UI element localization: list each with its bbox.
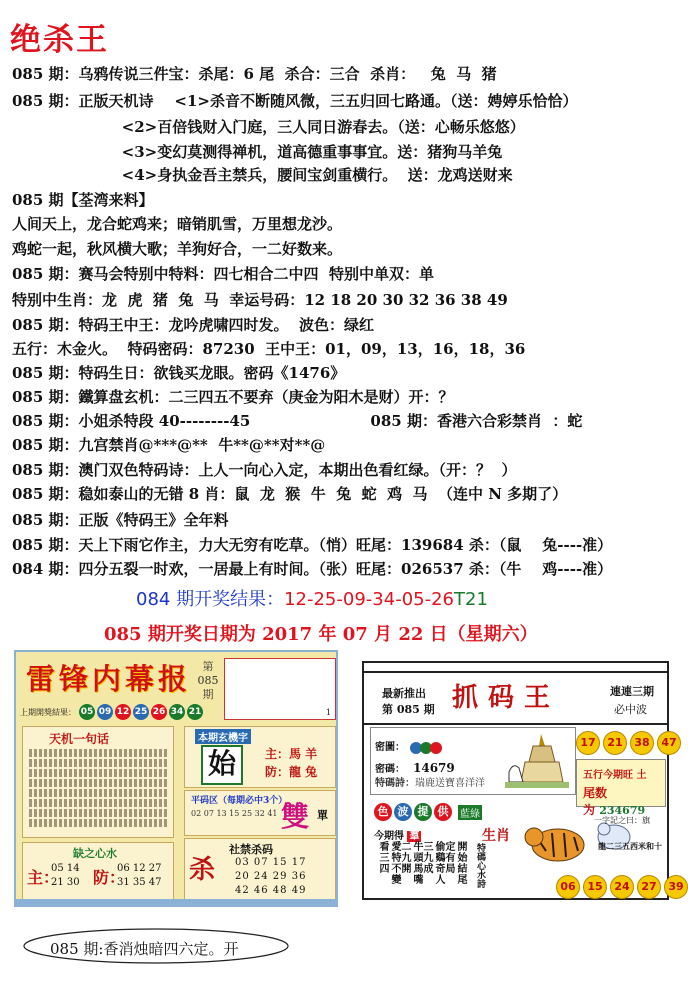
tianji-title: 天机一句话 xyxy=(49,732,110,746)
xinshui-fang: 防： xyxy=(93,868,126,887)
content-line: 085 期【荃湾来料】 xyxy=(12,191,154,209)
bizhong-label: 必中波 xyxy=(614,703,647,716)
zmw-ball: 47 xyxy=(657,731,681,755)
result-number: 26 xyxy=(431,589,455,610)
content-line: 五行：木金火。 特码密码：87230 王中王：01，09，13，16，18，36 xyxy=(12,340,526,358)
jinqi-row xyxy=(374,827,421,842)
result-numbers xyxy=(284,589,488,610)
xinshui-nums-2: 21 30 xyxy=(51,877,80,888)
mima-label: 密碼： xyxy=(375,764,405,775)
content-line: 085 期：赛马会特别中特料：四七相合二中四 特别中单双：单 xyxy=(12,265,434,283)
pingma-title: 平码区（每期必中3个） xyxy=(191,796,288,806)
xinshui-nums-4: 31 35 47 xyxy=(117,877,162,888)
content-line: 085 期：正版天机诗 <1>杀音不断随风微，三五归回七路通。（送：娉婷乐恰恰） xyxy=(12,92,578,110)
top-border xyxy=(364,671,667,673)
content-line: 084 期：四分五裂一时欢，一居最上有时间。（张）旺尾：026537 杀：（牛 鸡----准） xyxy=(12,560,613,578)
content-line: 085 期：小姐杀特段 40--------45 085 期：香港六合彩禁肖 ：蛇 xyxy=(12,412,583,430)
lei-feng-ball: 25 xyxy=(133,704,149,720)
zmw-ball: 24 xyxy=(610,875,634,899)
weishu-label: 尾数为 xyxy=(583,786,608,817)
yizi-label: 一字記之曰：旗 xyxy=(594,816,650,825)
wuxing-row xyxy=(583,766,646,781)
mitu-row xyxy=(375,738,442,756)
dan-char: 單 xyxy=(317,809,328,822)
jinqi-label: 今期得 xyxy=(374,831,404,842)
lei-feng-ball: 05 xyxy=(79,704,95,720)
shengxiao-label: 生肖 xyxy=(482,828,510,844)
jinqi-value: 羣 xyxy=(409,831,420,842)
shama-box xyxy=(184,838,336,904)
bubble-text: 085 期:香消烛暗四六定。开 xyxy=(50,940,239,958)
tiger-icon xyxy=(522,813,592,871)
lei-feng-ball: 12 xyxy=(115,704,131,720)
zmw-balls-top xyxy=(576,731,681,755)
lei-feng-footer xyxy=(16,899,336,905)
content-line: <2>百倍钱财入门庭，三人同日游春去。（送：心畅乐悠悠） xyxy=(12,118,525,136)
pingma-box xyxy=(184,790,336,836)
lei-feng-ball: 21 xyxy=(187,704,203,720)
content-line: 085 期：澳门双色特码诗：上人一向心入定，本期出色看红绿。（开：？ ） xyxy=(12,461,517,479)
xinshui-title: 缺之心水 xyxy=(73,847,117,860)
lei-feng-issue xyxy=(194,660,222,704)
tianji-rows xyxy=(29,749,167,829)
xinshui-nums-1: 05 14 xyxy=(51,863,80,874)
draw-date: 085 期开奖日期为 2017 年 07 月 22 日（星期六） xyxy=(104,624,538,645)
xuanji-zhu: 主：馬 羊 xyxy=(265,747,318,761)
zmw-ball: 06 xyxy=(556,875,580,899)
sebo-char: 供 xyxy=(434,803,452,821)
xuanji-title: 本期玄機字 xyxy=(195,729,251,744)
sha-char: 杀 xyxy=(189,855,216,885)
result-special: T21 xyxy=(454,589,488,610)
mima-box xyxy=(370,727,576,795)
result-label: 084 期开奖结果： xyxy=(136,589,285,610)
sebo-chars xyxy=(374,803,452,821)
series-label: 連連三期 xyxy=(610,685,654,698)
zmw-ball: 39 xyxy=(664,875,688,899)
content-line: 085 期：稳如泰山的无错 8 肖：鼠 龙 猴 牛 兔 蛇 鸡 马 （连中 N 多期了） xyxy=(12,485,568,503)
tema-shi-label: 特碼詩： xyxy=(375,778,415,789)
mitu-icon xyxy=(408,740,442,756)
content-line: 085 期：正版《特码王》全年料 xyxy=(12,511,229,529)
zmw-ball: 17 xyxy=(576,731,600,755)
xuanji-fang: 防：龍 兔 xyxy=(265,765,318,779)
shi-col-4: 開始結尾定有局 xyxy=(443,841,466,885)
issue-number: 085 xyxy=(197,674,219,687)
zmw-ball: 38 xyxy=(630,731,654,755)
zmw-title: 抓码王 xyxy=(452,683,561,713)
tema-shi-row xyxy=(375,774,485,789)
content-line: 人间天上，龙合蛇鸡来；暗销肌雪，万里想龙沙。 xyxy=(12,215,343,233)
issue-label: 第 xyxy=(202,660,214,673)
shama-row-2: 20 24 29 36 xyxy=(235,871,307,882)
zmw-ball: 27 xyxy=(637,875,661,899)
lei-feng-ball-row xyxy=(20,702,220,722)
wuxing-value: 土 xyxy=(636,770,647,781)
result-number: 05 xyxy=(401,589,425,610)
content-line: 085 期：特码王中王：龙吟虎啸四时发。 波色：绿红 xyxy=(12,316,374,334)
weishu-value: 234679 xyxy=(599,804,646,817)
last-draw-result xyxy=(136,585,488,611)
tianji-box xyxy=(22,726,174,838)
result-separator: - xyxy=(424,589,432,610)
white-box xyxy=(224,658,336,720)
wuxing-label: 五行今期旺 xyxy=(583,770,633,781)
content-line: 085 期：九宫禁肖@***@** 牛**@**对**@ xyxy=(12,436,326,454)
mima-row xyxy=(375,760,455,775)
lei-feng-ball: 09 xyxy=(97,704,113,720)
shuang-char: 雙 xyxy=(281,800,310,833)
result-separator: - xyxy=(395,589,402,610)
long-line: 龍二三五西米和十 xyxy=(598,841,662,851)
newly-label: 最新推出 xyxy=(382,687,426,700)
sebo-label: 藍綠 xyxy=(458,805,482,820)
white-box-number: 1 xyxy=(325,708,331,717)
zhua-ma-wang-panel xyxy=(362,661,684,900)
zmw-issue: 第 085 期 xyxy=(382,703,435,716)
content-line: 085 期：天上下雨它作主，力大无穷有吃草。（悄）旺尾：139684 杀：（鼠 兔----准） xyxy=(12,536,613,554)
result-number: 12 xyxy=(284,589,307,610)
xinshui-nums-3: 06 12 27 xyxy=(117,863,162,874)
content-line: <3>变幻莫测得禅机，道高德重事事宜。送：猪狗马羊兔 xyxy=(12,143,503,161)
lei-feng-panel xyxy=(14,650,338,907)
pingma-nums: 02 07 13 15 25 32 41 xyxy=(191,809,278,818)
tema-shi-value: 瑞鹿送寶喜洋洋 xyxy=(415,778,485,789)
zmw-ball: 21 xyxy=(603,731,627,755)
mima-value: 14679 xyxy=(413,761,455,775)
content-line: 085 期：乌鸦传说三件宝：杀尾：6 尾 杀合：三合 杀肖： 兔 马 猪 xyxy=(12,65,497,83)
xinshui-zhu: 主： xyxy=(27,868,60,887)
lei-feng-balls xyxy=(79,704,203,720)
shama-title: 社禁杀码 xyxy=(229,843,273,856)
shi-col-1: 愛特不變看三四 xyxy=(377,841,400,885)
content-line: <4>身执金吾主禁兵，腰间宝剑重横行。 送：龙鸡送财来 xyxy=(12,166,513,184)
sebo-char: 提 xyxy=(414,803,432,821)
content-line: 085 期：特码生日：欲钱买龙眼。密码《1476》 xyxy=(12,364,346,382)
result-separator: - xyxy=(306,589,314,610)
mitu-label: 密圖： xyxy=(375,742,405,753)
shi-col-3: 偷鷄奇人三九成 xyxy=(421,841,444,885)
pagoda-icon xyxy=(505,732,569,790)
result-number: 34 xyxy=(372,589,396,610)
content-line: 085 期：鐵算盘玄机：二三四五不要弃（庚金为阳木是财）开：？ xyxy=(12,388,454,406)
tema-xinshui-label: 特碼心水詩 xyxy=(475,843,485,888)
result-number: 25 xyxy=(313,589,337,610)
sebo-char: 波 xyxy=(394,803,412,821)
xuanji-box xyxy=(184,726,336,788)
content-line: 特别中生肖：龙 虎 猪 兔 马 幸运号码：12 18 20 30 32 36 38 49 xyxy=(12,291,508,309)
zmw-balls-bottom xyxy=(556,875,688,899)
result-number: 09 xyxy=(342,589,366,610)
wuxing-box xyxy=(576,759,666,817)
lei-feng-ball: 26 xyxy=(151,704,167,720)
sebo-char: 色 xyxy=(374,803,392,821)
lei-feng-ball: 34 xyxy=(169,704,185,720)
result-separator: - xyxy=(336,589,343,610)
xinshui-box xyxy=(22,842,174,904)
zmw-ball: 15 xyxy=(583,875,607,899)
lei-feng-title: 雷锋内幕报 xyxy=(26,662,192,696)
page-title: 绝杀王 xyxy=(10,22,109,58)
result-separator: - xyxy=(365,589,373,610)
ball-row-label: 上期開獎結果： xyxy=(20,707,76,717)
shama-row-1: 03 07 15 17 xyxy=(235,857,307,868)
xuanji-char: 始 xyxy=(201,745,243,785)
divider xyxy=(364,723,667,725)
shama-row-3: 42 46 48 49 xyxy=(235,885,307,896)
content-line: 鸡蛇一起，秋风横大歌；羊狗好合，一二好数来。 xyxy=(12,240,343,258)
shi-col-2: 牛頭馬嘴二九開 xyxy=(399,841,422,885)
issue-suffix: 期 xyxy=(202,688,214,701)
